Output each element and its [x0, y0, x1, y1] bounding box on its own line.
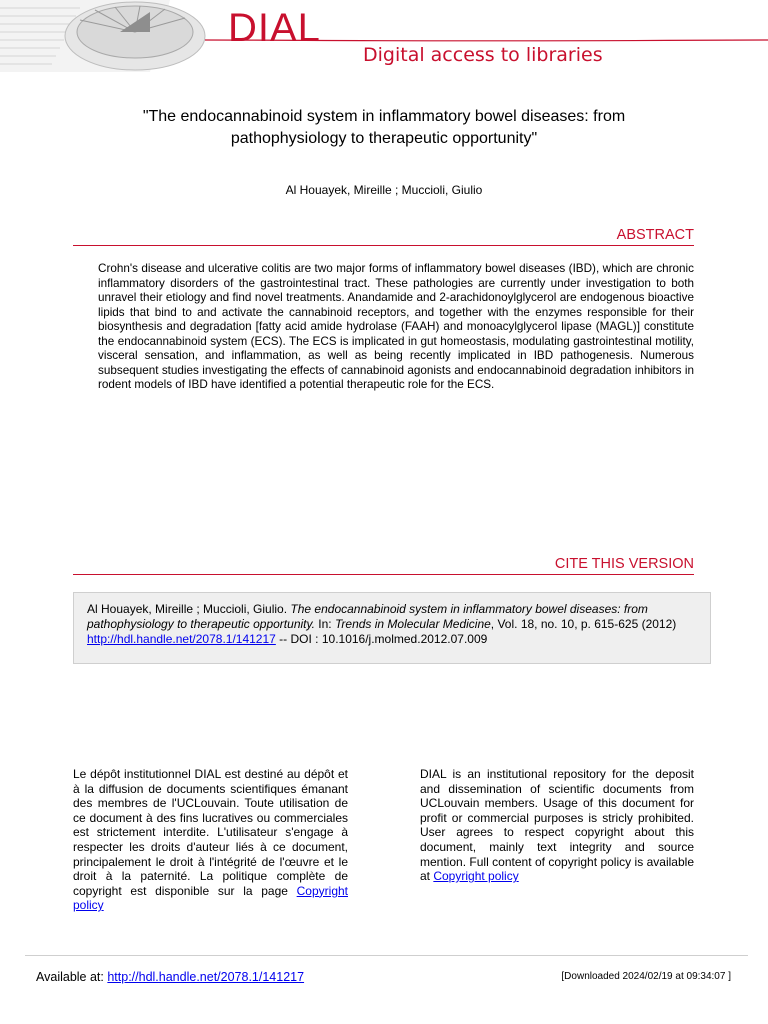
- available-label: Available at:: [36, 970, 108, 984]
- copyright-notice-fr: [73, 767, 348, 913]
- notice-en-text: DIAL is an institutional repository for the deposit and dissemination of scientific documents from UCLouvain members. Usage of this document for profit or commercial purposes is stricly prohibited. User agrees to respect copyright about this document, mainly text integrity and source mention. Full content of copyright policy is available at: [420, 767, 694, 884]
- abstract-text: Crohn's disease and ulcerative colitis are two major forms of inflammatory bowel diseases (IBD), which are chronic inflammatory disorders of the gastrointestinal tract. These pathologies are currently under investigation to both unravel their etiology and find novel treatments. Anandamide and 2-arachidonoylglycerol are endogenous bioactive lipids that bind to and activate the cannabinoid receptors, and together with the enzymes responsible for their biosynthesis and degradation [fatty acid amide hydrolase (FAAH) and monoacylglycerol lipase (MAGL)] constitute the endocannabinoid system (ECS). The ECS is implicated in gut homeostasis, modulating gastrointestinal motility, visceral sensation, and inflammation, as well as being recently implicated in IBD pathogenesis. Numerous subsequent studies investigating the effects of cannabinoid agonists and endocannabinoid degradation inhibitors in rodent models of IBD have identified a potential therapeutic role for the ECS.: [98, 262, 694, 391]
- cite-handle-link[interactable]: http://hdl.handle.net/2078.1/141217: [87, 632, 276, 646]
- cite-journal: Trends in Molecular Medicine: [334, 617, 491, 631]
- brand-tagline: Digital access to libraries: [363, 44, 603, 66]
- abstract-heading: ABSTRACT: [73, 227, 694, 246]
- notice-fr-text: Le dépôt institutionnel DIAL est destiné au dépôt et à la diffusion de documents scientifiques émanant des membres de l'UCLouvain. Toute utilisation de ce document à des fins lucratives ou commerciales est strictement interdite. L'utilisateur s'engage à respecter les droits d'auteur liés à ce document, principalement le droit à l'intégrité de l'œuvre et le droit à la paternité. La politique complète de copyright est disponible sur la page: [73, 767, 348, 898]
- cite-authors: Al Houayek, Mireille ; Muccioli, Giulio.: [87, 602, 291, 616]
- page-header: [0, 0, 768, 72]
- footer-available: [36, 970, 304, 984]
- brand-name: DIAL: [228, 6, 321, 50]
- copyright-policy-link-fr[interactable]: Copyright policy: [73, 883, 348, 913]
- download-timestamp: [Downloaded 2024/02/19 at 09:34:07 ]: [561, 971, 731, 982]
- cite-details: , Vol. 18, no. 10, p. 615-625 (2012): [490, 617, 677, 631]
- footer-divider: [25, 955, 748, 956]
- cite-title: The endocannabinoid system in inflammatory bowel diseases: from pathophysiology to therapeutic opportunity.: [87, 602, 648, 631]
- document-authors: Al Houayek, Mireille ; Muccioli, Giulio: [285, 183, 483, 197]
- cite-doi: -- DOI : 10.1016/j.molmed.2012.07.009: [275, 632, 488, 646]
- cite-in-label: In:: [314, 617, 335, 631]
- available-link[interactable]: http://hdl.handle.net/2078.1/141217: [107, 970, 305, 984]
- citation-box: [73, 592, 711, 664]
- document-title: "The endocannabinoid system in inflammatory bowel diseases: from pathophysiology to therapeutic opportunity": [142, 108, 626, 147]
- copyright-notice-en: [420, 767, 694, 884]
- copyright-policy-link-en[interactable]: Copyright policy: [433, 869, 519, 884]
- cite-heading: CITE THIS VERSION: [73, 556, 694, 575]
